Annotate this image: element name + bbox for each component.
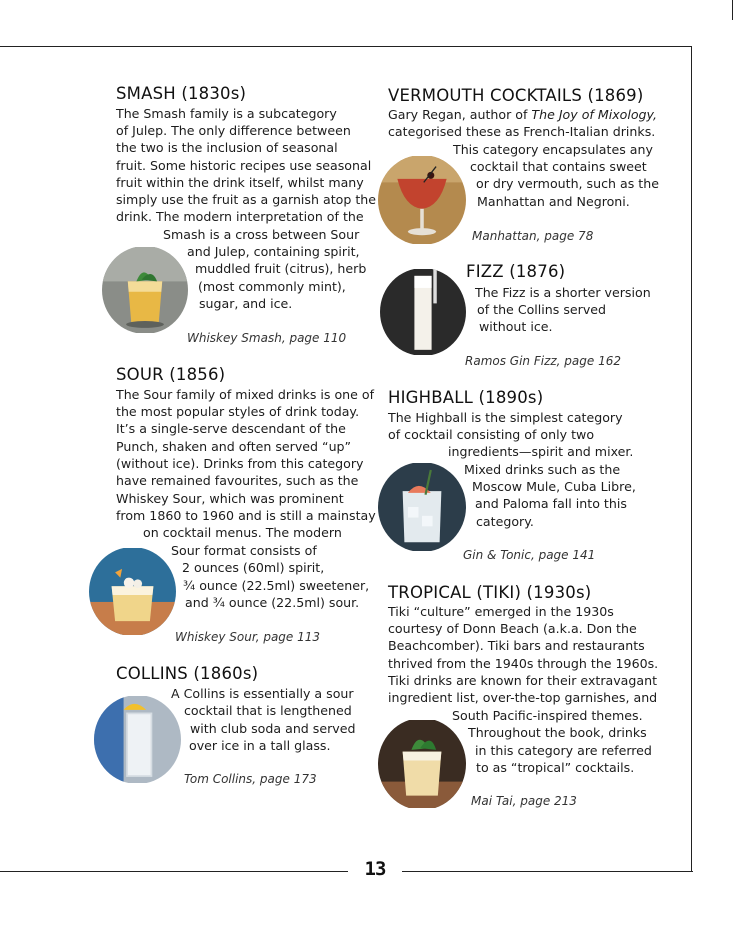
text-segment: Gary Regan, author of <box>388 107 532 122</box>
text-line: have remained favourites, such as the <box>116 473 359 488</box>
frame-bottom-rule-right <box>402 871 693 872</box>
text-line: ingredients—spirit and mixer. <box>448 444 634 459</box>
gin-and-tonic-photo <box>378 462 466 552</box>
caption-smash: Whiskey Smash, page 110 <box>187 331 347 345</box>
text-line: Tiki drinks are known for their extravagant <box>388 673 658 688</box>
mai-tai-photo <box>378 718 466 810</box>
text-line: categorised these as French-Italian drinks. <box>388 124 656 139</box>
manhattan-photo <box>378 155 466 245</box>
book-title: The Joy of Mixology, <box>531 107 658 122</box>
text-line: or dry vermouth, such as the <box>476 176 659 191</box>
text-line: and ¾ ounce (22.5ml) sour. <box>185 595 360 610</box>
heading-smash: SMASH (1830s) <box>116 84 247 103</box>
caption-sour: Whiskey Sour, page 113 <box>175 630 321 644</box>
frame-right-rule <box>691 46 692 871</box>
tom-collins-photo <box>94 695 181 784</box>
text-line: category. <box>476 514 534 529</box>
text-line: ingredient list, over-the-top garnishes, and <box>388 690 658 705</box>
page-number: 13 <box>364 858 386 880</box>
whiskey-smash-photo <box>102 246 188 334</box>
text-line: Sour format consists of <box>171 543 317 558</box>
text-line: Punch, shaken and often served “up” <box>116 439 352 454</box>
text-line: the two is the inclusion of seasonal <box>116 140 338 155</box>
caption-collins: Tom Collins, page 173 <box>184 772 317 786</box>
ramos-gin-fizz-photo <box>380 268 466 356</box>
text-line: in this category are referred <box>475 743 652 758</box>
text-line: to as “tropical” cocktails. <box>476 760 635 775</box>
text-line: Whiskey Sour, which was prominent <box>116 491 344 506</box>
text-line: from 1860 to 1960 and is still a mainstay <box>116 508 376 523</box>
text-line: courtesy of Donn Beach (a.k.a. Don the <box>388 621 637 636</box>
caption-vermouth: Manhattan, page 78 <box>472 229 594 243</box>
text-line: It’s a single-serve descendant of the <box>116 421 346 436</box>
text-line: cocktail that is lengthened <box>184 703 352 718</box>
text-line: Manhattan and Negroni. <box>477 194 630 209</box>
text-line: muddled fruit (citrus), herb <box>195 261 367 276</box>
caption-tropical: Mai Tai, page 213 <box>471 794 577 808</box>
text-line: of cocktail consisting of only two <box>388 427 595 442</box>
frame-bottom-rule-left <box>0 871 348 872</box>
heading-fizz: FIZZ (1876) <box>466 262 566 281</box>
text-line: and Julep, containing spirit, <box>187 244 360 259</box>
text-line: cocktail that contains sweet <box>470 159 647 174</box>
text-line: The Sour family of mixed drinks is one of <box>116 387 375 402</box>
text-line: Moscow Mule, Cuba Libre, <box>472 479 636 494</box>
text-line: Beachcomber). Tiki bars and restaurants <box>388 638 645 653</box>
text-line: (without ice). Drinks from this category <box>116 456 364 471</box>
frame-top-rule <box>0 46 692 47</box>
text-line: A Collins is essentially a sour <box>171 686 354 701</box>
text-line-mixed <box>388 106 657 123</box>
text-line: thrived from the 1940s through the 1960s. <box>388 656 659 671</box>
text-line: sugar, and ice. <box>199 296 293 311</box>
text-line: South Pacific-inspired themes. <box>452 708 643 723</box>
caption-highball: Gin & Tonic, page 141 <box>463 548 596 562</box>
text-line: Tiki “culture” emerged in the 1930s <box>388 604 614 619</box>
text-line: The Fizz is a shorter version <box>475 285 651 300</box>
text-line: Throughout the book, drinks <box>468 725 647 740</box>
text-line: without ice. <box>479 319 553 334</box>
text-line: the most popular styles of drink today. <box>116 404 360 419</box>
corner-rule <box>732 0 733 20</box>
text-line: The Smash family is a subcategory <box>116 106 337 121</box>
text-line: The Highball is the simplest category <box>388 410 623 425</box>
heading-collins: COLLINS (1860s) <box>116 664 259 683</box>
caption-fizz: Ramos Gin Fizz, page 162 <box>465 354 621 368</box>
text-line: ¾ ounce (22.5ml) sweetener, <box>183 578 370 593</box>
text-line: of Julep. The only difference between <box>116 123 351 138</box>
text-line: Smash is a cross between Sour <box>163 227 360 242</box>
text-line: fruit. Some historic recipes use seasonal <box>116 158 372 173</box>
text-line: of the Collins served <box>477 302 607 317</box>
text-line: over ice in a tall glass. <box>189 738 331 753</box>
text-line: on cocktail menus. The modern <box>143 525 342 540</box>
text-line: This category encapsulates any <box>453 142 653 157</box>
text-line: with club soda and served <box>190 721 356 736</box>
heading-sour: SOUR (1856) <box>116 365 226 384</box>
text-line: drink. The modern interpretation of the <box>116 209 364 224</box>
whiskey-sour-photo <box>89 547 176 636</box>
text-line: (most commonly mint), <box>198 279 346 294</box>
text-line: 2 ounces (60ml) spirit, <box>182 560 325 575</box>
text-line: fruit within the drink itself, whilst many <box>116 175 364 190</box>
heading-highball: HIGHBALL (1890s) <box>388 388 544 407</box>
text-line: and Paloma fall into this <box>475 496 627 511</box>
heading-vermouth: VERMOUTH COCKTAILS (1869) <box>388 86 644 105</box>
text-line: Mixed drinks such as the <box>464 462 621 477</box>
text-line: simply use the fruit as a garnish atop the <box>116 192 376 207</box>
heading-tropical: TROPICAL (TIKI) (1930s) <box>388 583 592 602</box>
